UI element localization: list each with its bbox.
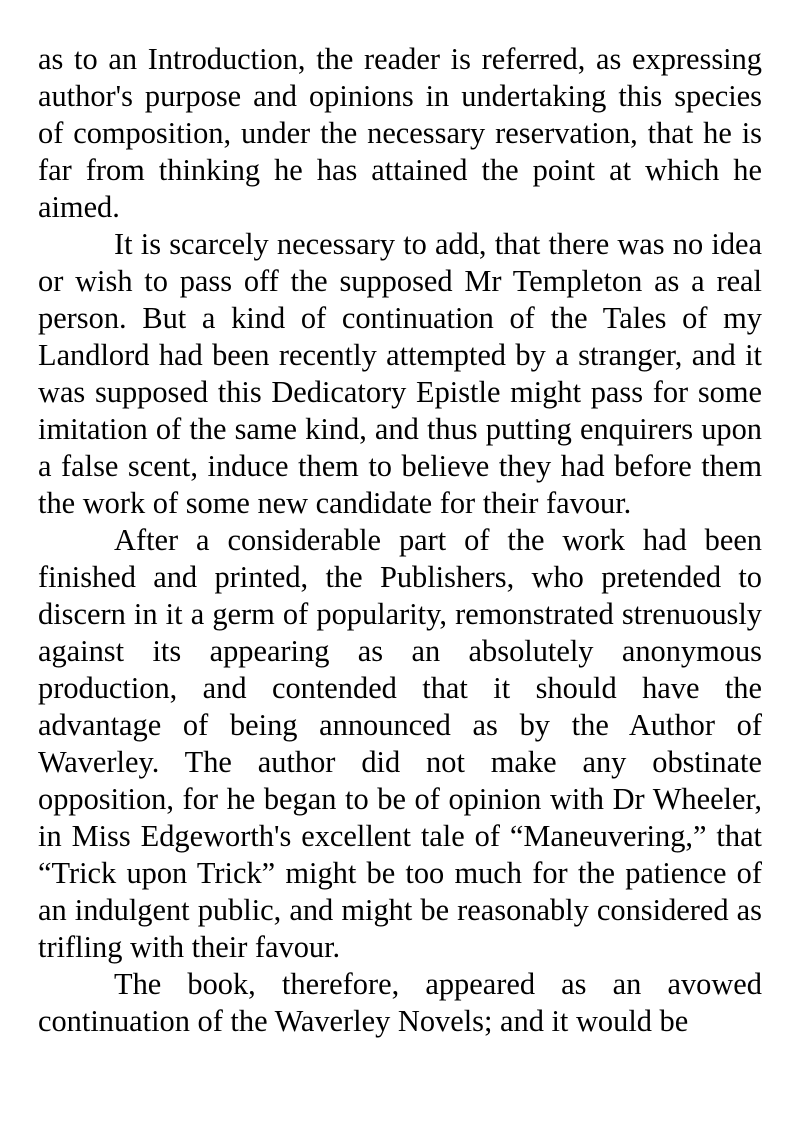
paragraph-4: The book, therefore, appeared as an avowed continuation of the Waverley Novels; and it would be <box>38 967 762 1038</box>
paragraph-1: as to an Introduction, the reader is referred, as expressing author's purpose and opinions in undertaking this species of composition, under the necessary reservation, that he is far from thinking he has attained the point at which he aimed. <box>38 42 762 224</box>
page-text <box>38 41 762 1040</box>
paragraph-2: It is scarcely necessary to add, that there was no idea or wish to pass off the supposed Mr Templeton as a real person. But a kind of continuation of the Tales of my Landlord had been recently attempted by a stranger, and it was supposed this Dedicatory Epistle might pass for some imitation of the same kind, and thus putting enquirers upon a false scent, induce them to believe they had before them the work of some new candidate for their favour. <box>38 227 762 520</box>
paragraph-3: After a considerable part of the work had been finished and printed, the Publishers, who pretended to discern in it a germ of popularity, remonstrated strenuously against its appearing as an absolutely anonymous production, and contended that it should have the advantage of being announced as by the Author of Waverley. The author did not make any obstinate opposition, for he began to be of opinion with Dr Wheeler, in Miss Edgeworth's excellent tale of “Maneuvering,” that “Trick upon Trick” might be too much for the patience of an indulgent public, and might be reasonably considered as trifling with their favour. <box>38 523 762 964</box>
